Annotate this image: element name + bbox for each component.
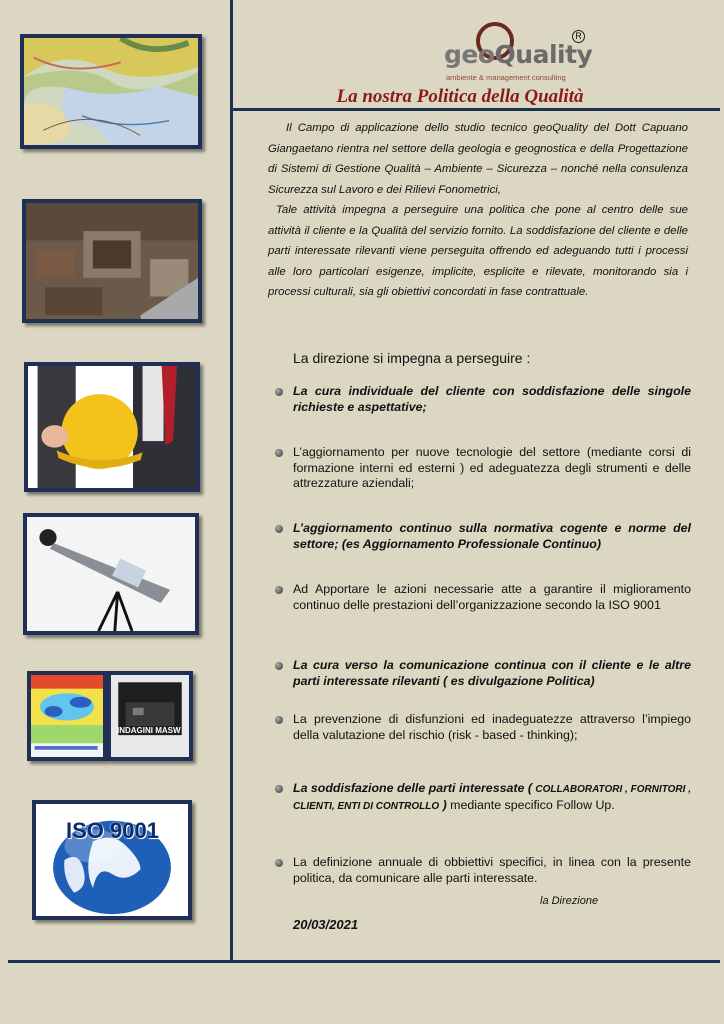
vertical-divider bbox=[230, 0, 233, 963]
bullet-icon bbox=[275, 785, 283, 793]
masw-heatmap-image bbox=[27, 671, 107, 761]
page-title: La nostra Politica della Qualità bbox=[336, 86, 584, 107]
policy-item bbox=[275, 521, 691, 552]
helmet-worker-photo bbox=[24, 362, 200, 492]
policy-item-text: L’aggiornamento continuo sulla normativa cogente e norme del settore; (es Aggiornamento Professionale Continuo) bbox=[293, 521, 691, 551]
policy-item bbox=[275, 781, 691, 814]
bullet-icon bbox=[275, 449, 283, 457]
policy-item bbox=[275, 384, 691, 415]
direzione-heading: La direzione si impegna a perseguire : bbox=[293, 350, 531, 366]
policy-item-text: La cura individuale del cliente con soddisfazione delle singole richieste e aspettative; bbox=[293, 384, 691, 414]
footer-divider bbox=[8, 960, 720, 963]
bullet-icon bbox=[275, 859, 283, 867]
bullet-icon bbox=[275, 586, 283, 594]
logo-geo-text: geo bbox=[444, 40, 495, 69]
intro-text bbox=[268, 118, 688, 303]
registered-mark: R bbox=[572, 30, 585, 43]
policy-item-text: La prevenzione di disfunzioni ed inadeguatezze attraverso l’impiego della valutazione del rischio (risk - based - thinking); bbox=[293, 712, 691, 742]
aerial-town-photo bbox=[22, 199, 202, 323]
date-label: 20/03/2021 bbox=[293, 917, 359, 932]
policy-item-text: L’aggiornamento per nuove tecnologie del settore (mediante corsi di formazione interni ed esterni ) ed adeguatezza degli strumenti e delle attrezzature aziendali; bbox=[293, 445, 691, 490]
policy-item-text: La cura verso la comunicazione continua con il cliente e le altre parti interessate rilevanti ( es divulgazione Politica) bbox=[293, 658, 691, 688]
intro-paragraph-2: Tale attività impegna a perseguire una politica che pone al centro delle sue attività il cliente e la Qualità del servizio fornito. La soddisfazione del cliente e delle parti interessate rilevanti viene perseguita offrendo ed adeguando tutti i processi alle loro particolari esigenze, implicite, esplicite e rilevate, monitorando sia i processi culturali, sia gli obiettivi concordati in fase contrattuale. bbox=[268, 204, 688, 298]
iso-9001-globe-image bbox=[32, 800, 192, 920]
logo-quality-text: Quality bbox=[494, 40, 593, 69]
policy-item bbox=[275, 658, 691, 689]
bullet-icon bbox=[275, 388, 283, 396]
geological-map-image bbox=[20, 34, 202, 149]
geoquality-logo bbox=[440, 22, 593, 82]
policy-item-text: Ad Apportare le azioni necessarie atte a garantire il miglioramento continuo delle prestazioni dell’organizzazione secondo la ISO 9001 bbox=[293, 582, 691, 612]
policy-item-text: La definizione annuale di obbiettivi specifici, in linea con la presente politica, da comunicare alle parti interessate. bbox=[293, 855, 691, 885]
bullet-icon bbox=[275, 662, 283, 670]
policy-item bbox=[275, 582, 691, 613]
masw-label: INDAGINI MASW bbox=[117, 726, 181, 735]
bullet-icon bbox=[275, 525, 283, 533]
logo-tagline: ambiente & management consulting bbox=[446, 73, 566, 82]
sound-level-meter-photo bbox=[23, 513, 199, 635]
iso-9001-label: ISO 9001 bbox=[66, 818, 159, 843]
signature-label: la Direzione bbox=[540, 895, 599, 907]
masw-equipment-photo bbox=[107, 671, 193, 761]
policy-item bbox=[275, 855, 691, 886]
intro-paragraph-1: Il Campo di applicazione dello studio tecnico geoQuality del Dott Capuano Giangaetano rientra nel settore della geologia e geognostica e della Progettazione di Sistemi di Gestione Qualità – Ambiente – Sicurezza – nonché nella consulenza Sicurezza sul Lavoro e dei Rilievi Fonometrici, bbox=[268, 122, 688, 196]
policy-item bbox=[275, 445, 691, 492]
header-divider bbox=[233, 108, 720, 111]
policy-item bbox=[275, 712, 691, 743]
bullet-icon bbox=[275, 716, 283, 724]
policy-item-text: La soddisfazione delle parti interessate ( COLLABORATORI , FORNITORI , CLIENTI, ENTI DI CONTROLLO ) mediante specifico Follow Up. bbox=[293, 781, 691, 812]
